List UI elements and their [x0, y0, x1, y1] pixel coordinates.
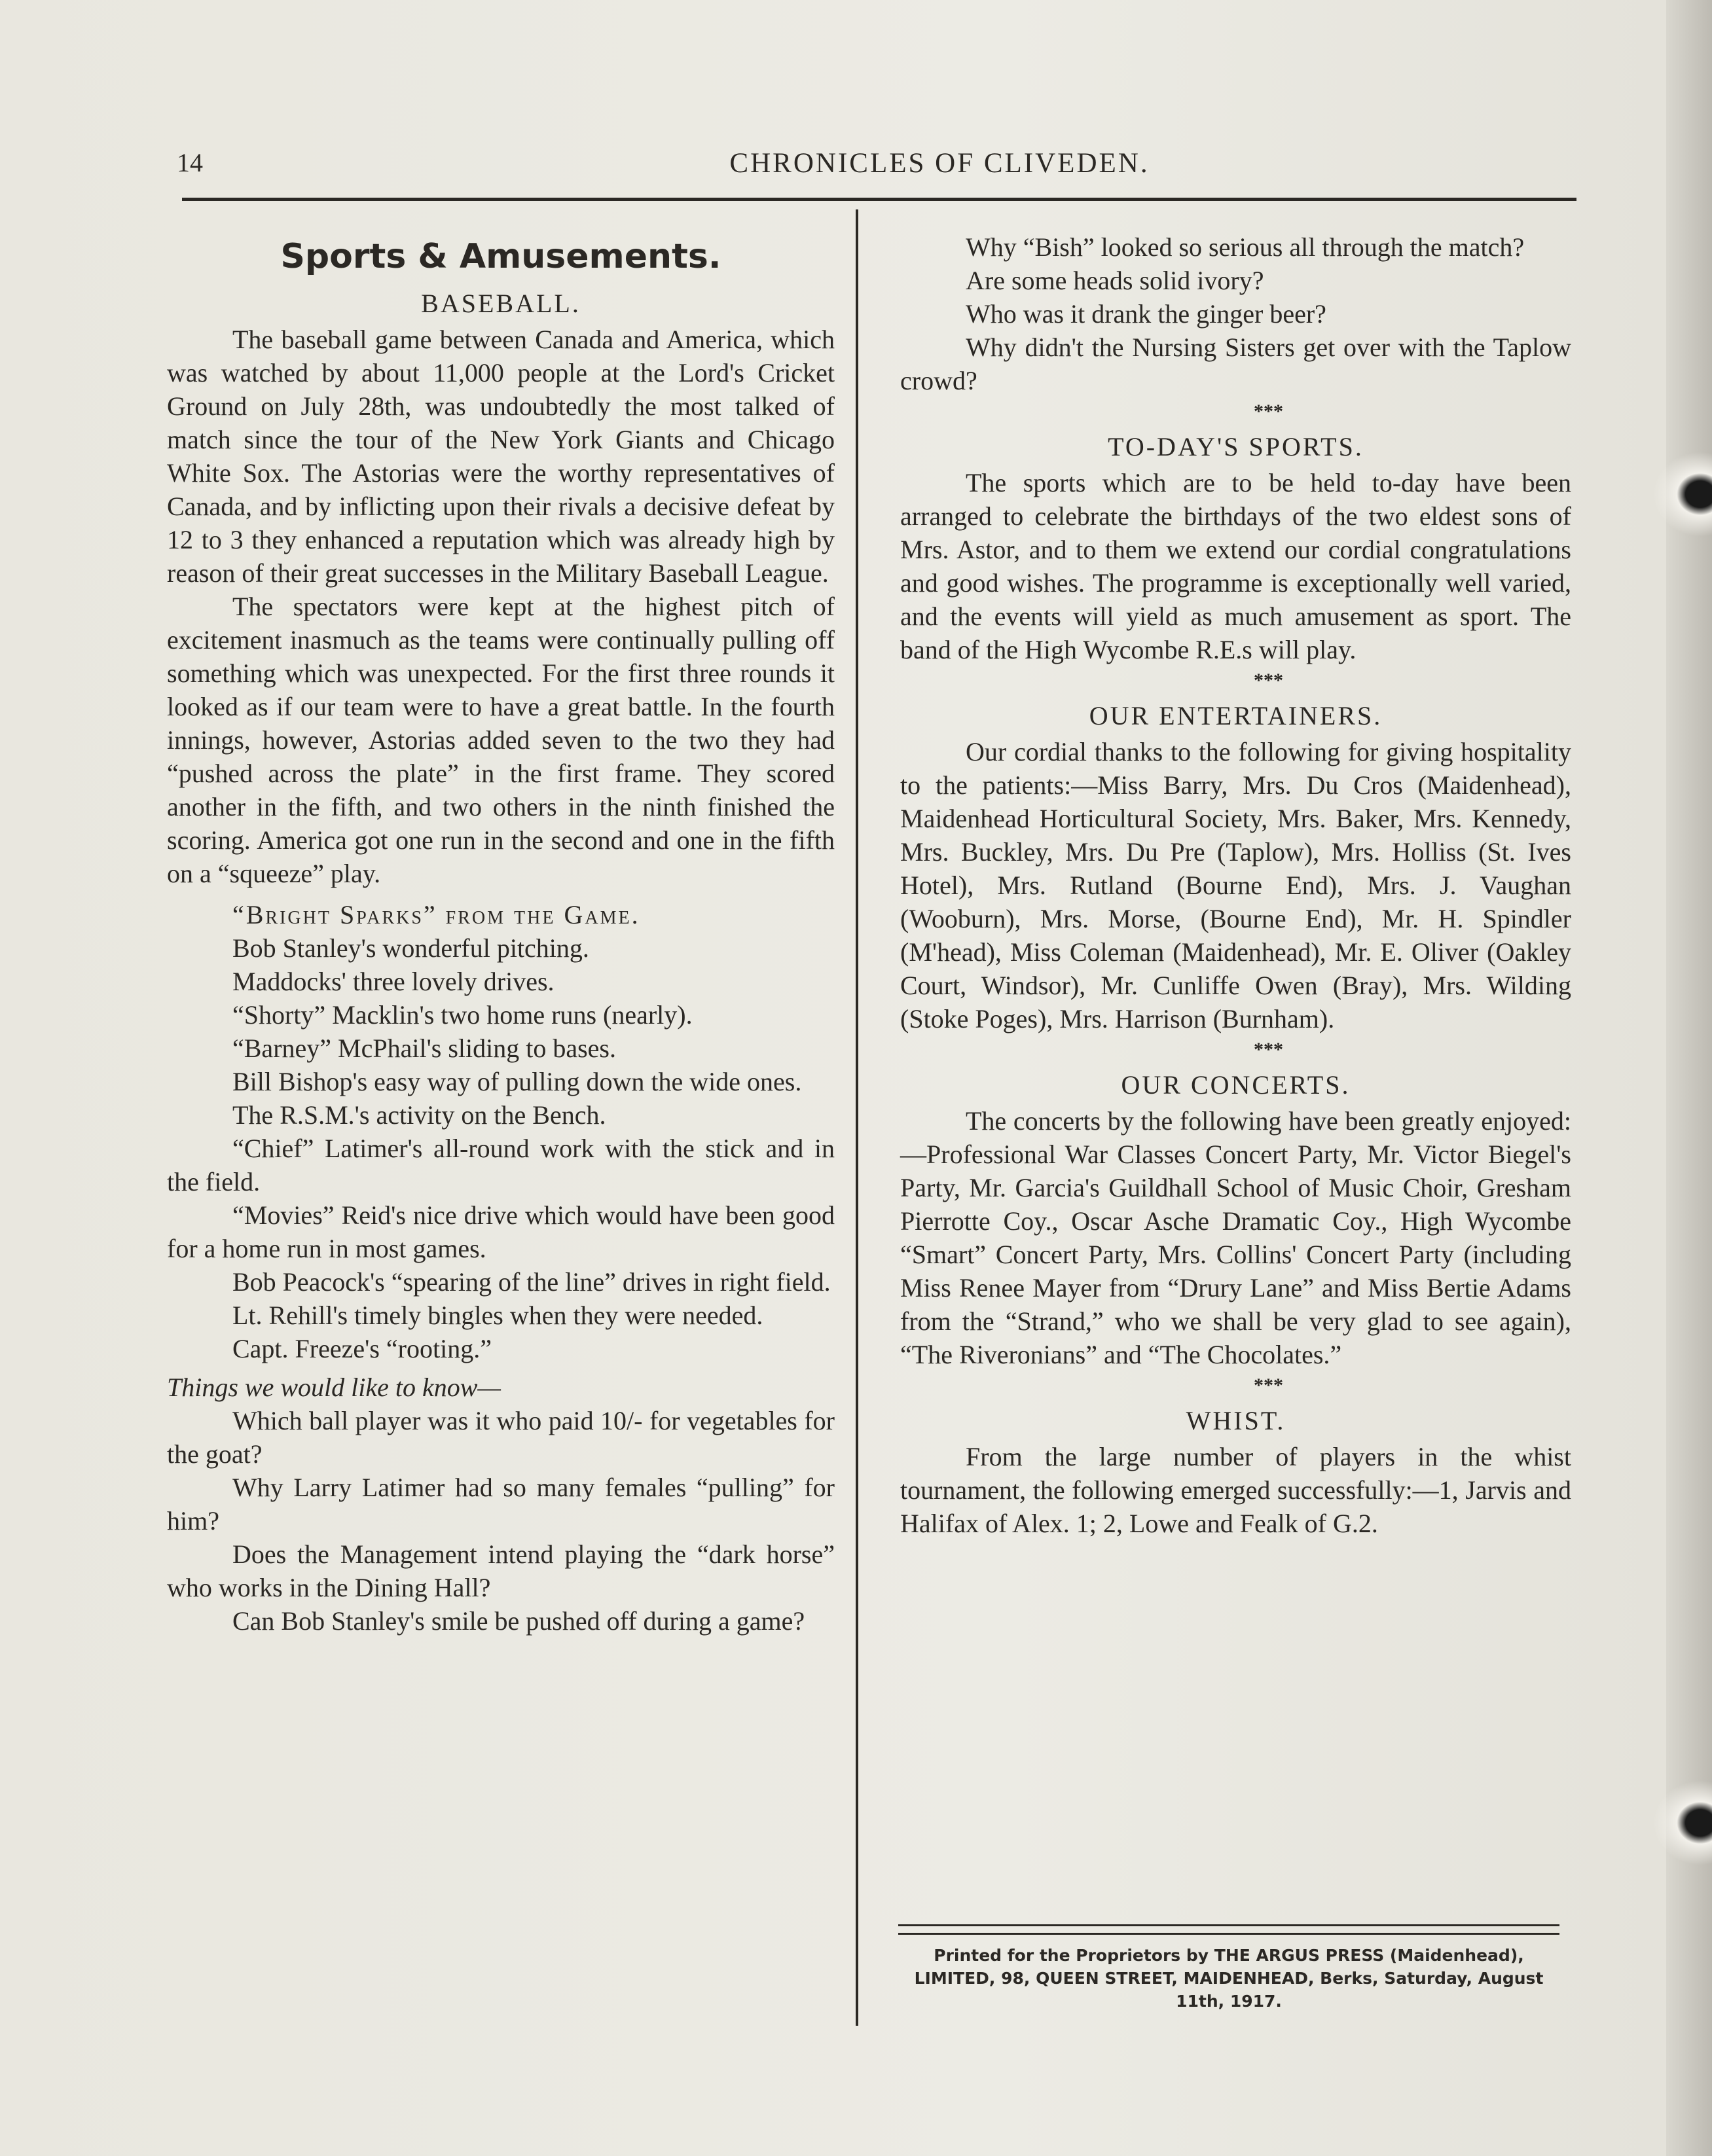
list-item: Why “Bish” looked so serious all through the match?	[966, 232, 1525, 262]
list-item: Bill Bishop's easy way of pulling down the wide ones.	[232, 1067, 802, 1096]
entertainers-paragraph: Our cordial thanks to the following for giving hospitality to the patients:—Miss Barry, Mrs. Du Cros (Maidenhead), Maidenhead Horticultural Society, Mrs. Baker, Mrs. Kennedy, Mrs. Buckley, Mrs. Du Pre (Taplow), Mrs. Holliss (St. Ives Hotel), Mrs. Rutland (Bourne End), Mrs. J. Vaughan (Wooburn), Mrs. Morse, (Bourne End), Mr. H. Spindler (M'head), Miss Coleman (Maidenhead), Mr. E. Oliver (Oakley Court, Windsor), Mr. Cunliffe Owen (Bray), Mrs. Wilding (Stoke Poges), Mrs. Harrison (Burnham).	[900, 737, 1571, 1033]
separator: ***	[1254, 1374, 1283, 1396]
list-item: The R.S.M.'s activity on the Bench.	[232, 1100, 606, 1130]
separator: ***	[1254, 401, 1283, 422]
list-item: Lt. Rehill's timely bingles when they were needed.	[232, 1301, 763, 1330]
list-item: Bob Stanley's wonderful pitching.	[232, 933, 589, 963]
todays-sports-heading: TO-DAY'S SPORTS.	[1108, 432, 1364, 461]
separator: ***	[1254, 670, 1283, 691]
list-item: Who was it drank the ginger beer?	[966, 299, 1326, 329]
printer-imprint: Printed for the Proprietors by THE ARGUS PRESS (Maidenhead), LIMITED, 98, QUEEN STREET, MAIDENHEAD, Berks, Saturday, August 11th, 1917.	[914, 1946, 1544, 2011]
list-item: Are some heads solid ivory?	[966, 266, 1264, 295]
list-item: Bob Peacock's “spearing of the line” drives in right field.	[232, 1267, 831, 1297]
page-tear-mark	[1653, 1780, 1712, 1865]
things-heading: Things we would like to know—	[167, 1373, 501, 1402]
concerts-heading: OUR CONCERTS.	[1121, 1070, 1351, 1100]
list-item: “Movies” Reid's nice drive which would have been good for a home run in most games.	[167, 1200, 835, 1263]
list-item: Why Larry Latimer had so many females “pulling” for him?	[167, 1473, 835, 1536]
section-title: Sports & Amusements.	[280, 237, 721, 276]
baseball-heading: BASEBALL.	[421, 289, 581, 318]
left-column	[167, 230, 835, 1638]
list-item: Maddocks' three lovely drives.	[232, 967, 555, 996]
list-item: Why didn't the Nursing Sisters get over with the Taplow crowd?	[900, 332, 1571, 395]
list-item: Can Bob Stanley's smile be pushed off during a game?	[232, 1606, 805, 1636]
page-tear-mark	[1653, 452, 1712, 537]
page-number: 14	[177, 148, 203, 177]
imprint-rule	[898, 1924, 1559, 1935]
baseball-paragraph: The baseball game between Canada and America, which was watched by about 11,000 people at the Lord's Cricket Ground on July 28th, was undoubtedly the most talked of match since the tour of the New York Giants and Chicago White Sox. The Astorias were the worthy representatives of Canada, and by inflicting upon their rivals a decisive defeat by 12 to 3 they enhanced a reputation which was already high by reason of their great successes in the Military Baseball League.	[167, 325, 835, 588]
page-header	[170, 147, 1578, 187]
right-column	[900, 230, 1571, 1540]
todays-sports-paragraph: The sports which are to be held to-day have been arranged to celebrate the birthdays of the two eldest sons of Mrs. Astor, and to them we extend our cordial congratulations and good wishes. The programme is exceptionally well varied, and the events will yield as much amusement as sport. The band of the High Wycombe R.E.s will play.	[900, 468, 1571, 664]
list-item: “Chief” Latimer's all-round work with the stick and in the field.	[167, 1134, 835, 1196]
entertainers-heading: OUR ENTERTAINERS.	[1089, 701, 1383, 730]
whist-heading: WHIST.	[1186, 1406, 1286, 1435]
header-rule	[182, 198, 1576, 201]
list-item: “Shorty” Macklin's two home runs (nearly).	[232, 1000, 693, 1030]
whist-paragraph: From the large number of players in the whist tournament, the following emerged successfully:—1, Jarvis and Halifax of Alex. 1; 2, Lowe and Fealk of G.2.	[900, 1442, 1571, 1538]
list-item: Capt. Freeze's “rooting.”	[232, 1334, 492, 1363]
column-divider	[856, 209, 858, 2026]
list-item: “Barney” McPhail's sliding to bases.	[232, 1033, 616, 1063]
running-title: CHRONICLES OF CLIVEDEN.	[729, 148, 1150, 179]
separator: ***	[1254, 1039, 1283, 1060]
list-item: Does the Management intend playing the “dark horse” who works in the Dining Hall?	[167, 1539, 835, 1602]
baseball-paragraph: The spectators were kept at the highest pitch of excitement inasmuch as the teams were continually pulling off something which was unexpected. For the first three rounds it looked as if our team were to have a great battle. In the fourth innings, however, Astorias added seven to the two they had “pushed across the plate” in the first frame. They scored another in the fifth, and two others in the ninth finished the scoring. America got one run in the second and one in the fifth on a “squeeze” play.	[167, 592, 835, 888]
concerts-paragraph: The concerts by the following have been greatly enjoyed:—Professional War Classes Concert Party, Mr. Victor Biegel's Party, Mr. Garcia's Guildhall School of Music Choir, Gresham Pierrotte Coy., Oscar Asche Dramatic Coy., High Wycombe “Smart” Concert Party, Mrs. Collins' Concert Party (including Miss Renee Mayer from “Drury Lane” and Miss Bertie Adams from the “Strand,” who we shall be very glad to see again), “The Riveronians” and “The Chocolates.”	[900, 1106, 1571, 1369]
list-item: Which ball player was it who paid 10/- for vegetables for the goat?	[167, 1406, 835, 1469]
bright-sparks-heading: “Bright Sparks” from the Game.	[232, 900, 640, 929]
